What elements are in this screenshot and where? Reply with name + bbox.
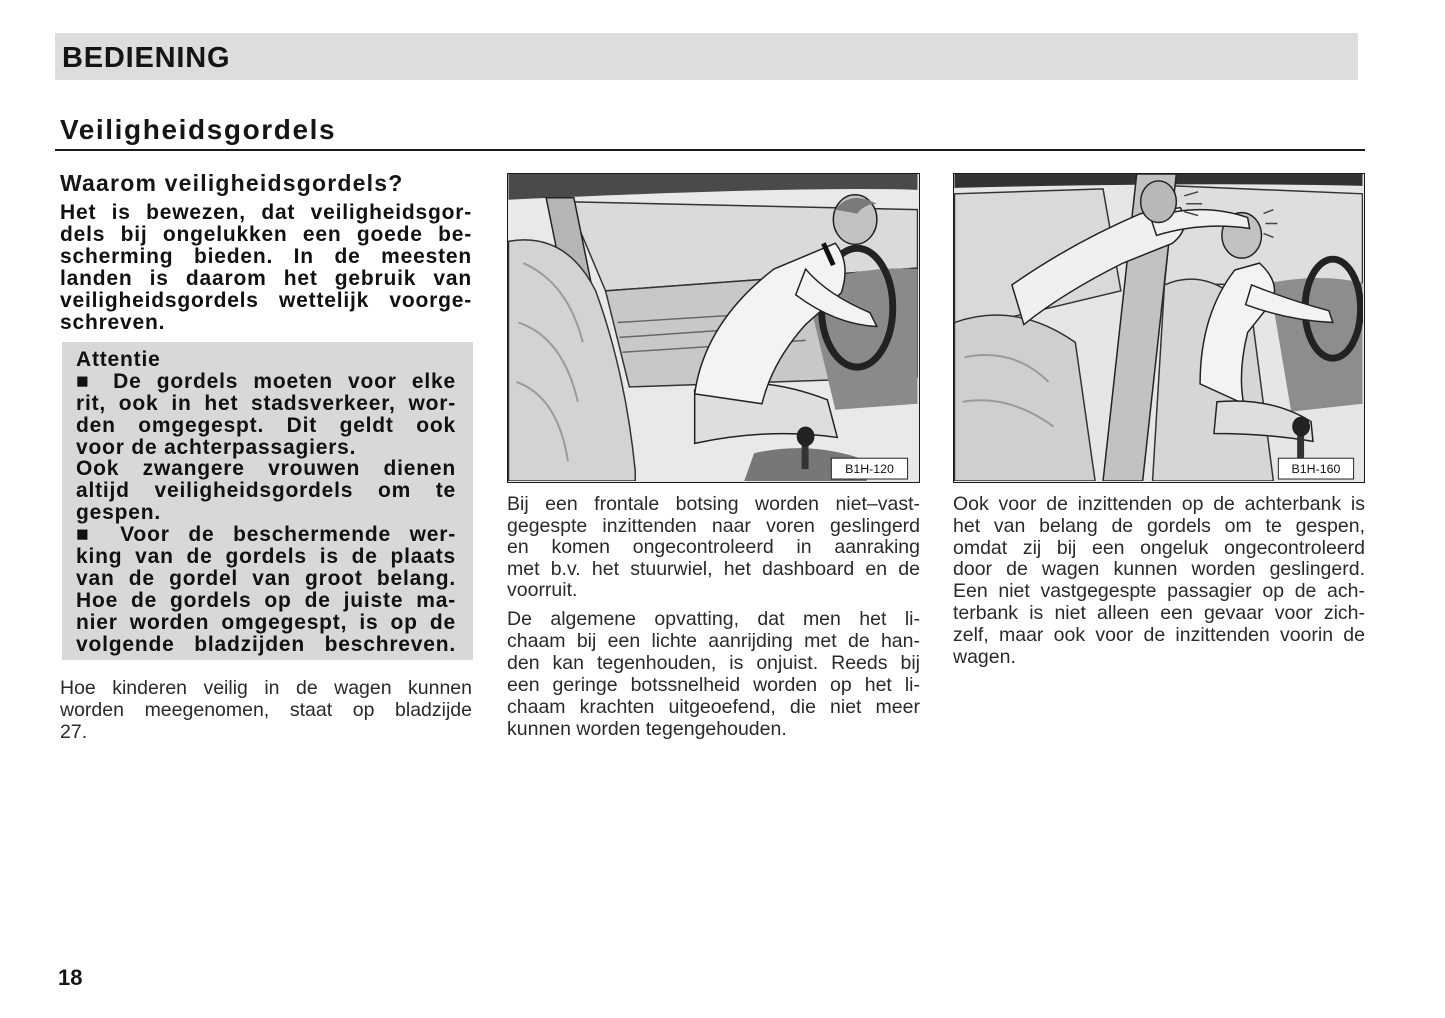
children-paragraph	[60, 677, 472, 743]
rear-passenger-illustration	[954, 174, 1363, 481]
section-header-bar	[55, 33, 1358, 80]
attention-line: altijd veiligheidsgordels om te	[76, 479, 456, 503]
children-line: Hoe kinderen veilig in de wagen kunnen	[60, 677, 472, 699]
figure-rear-passenger	[953, 173, 1365, 483]
children-line: worden meegenomen, staat op bladzijde	[60, 699, 472, 721]
paragraph-line: chaam bij een lichte aanrijding met de han-	[507, 630, 920, 652]
caption-line: en komen ongecontroleerd in aanraking	[507, 536, 920, 559]
intro-line: Het is bewezen, dat veiligheidsgor-	[60, 201, 472, 224]
figure-frontal-collision	[507, 173, 920, 483]
figure-label: B1H-160	[1291, 462, 1341, 477]
caption-line: Bij een frontale botsing worden niet–vast-	[507, 493, 920, 515]
intro-line: veiligheidsgordels wettelijk voorge-	[60, 289, 472, 312]
paragraph-line: kunnen worden tegengehouden.	[507, 718, 787, 740]
title-rule	[55, 149, 1365, 151]
caption-line: gegespte inzittenden naar voren geslingerd	[507, 514, 920, 537]
attention-line: rit, ook in het stadsverkeer, wor-	[76, 391, 456, 415]
attention-heading: Attentie	[76, 348, 161, 371]
attention-line: ■ Voor de beschermende wer-	[76, 523, 456, 547]
paragraph-line: terbank is niet alleen een gevaar voor zich-	[953, 601, 1365, 624]
attention-line: volgende bladzijden beschreven.	[76, 632, 456, 656]
caption-line: met b.v. het stuurwiel, het dashboard en de	[507, 557, 920, 580]
paragraph-line: door de wagen kunnen worden geslingerd.	[953, 558, 1365, 581]
attention-line: Hoe de gordels op de juiste ma-	[76, 588, 456, 612]
subheading: Waarom veiligheidsgordels?	[60, 170, 404, 196]
attention-line: Ook zwangere vrouwen dienen	[76, 457, 456, 481]
intro-line: landen is daarom het gebruik van	[60, 267, 472, 290]
paragraph-line: den kan tegenhouden, is onjuist. Reeds bij	[507, 652, 920, 674]
paragraph-line: het van belang de gordels om te gespen,	[953, 514, 1365, 537]
paragraph-line: Ook voor de inzittenden op de achterbank is	[953, 493, 1365, 515]
frontal-collision-illustration	[508, 174, 918, 481]
figure-label: B1H-120	[845, 462, 894, 477]
caption-line: voorruit.	[507, 579, 578, 602]
intro-paragraph	[60, 202, 472, 334]
section-header-title: BEDIENING	[62, 42, 231, 74]
paragraph-line: zelf, maar ook voor de inzittenden voorin de	[953, 623, 1365, 646]
rear-passenger-paragraph	[953, 494, 1365, 668]
paragraph-line: wagen.	[953, 645, 1016, 668]
attention-line: van de gordel van groot belang.	[76, 566, 456, 590]
intro-line: dels bij ongelukken een goede be-	[60, 223, 472, 246]
attention-line: voor de achterpassagiers.	[76, 435, 357, 459]
paragraph-line: chaam krachten uitgeoefend, die niet meer	[507, 696, 920, 718]
attention-line: den omgegespt. Dit geldt ook	[76, 413, 456, 437]
paragraph-line: Een niet vastgegespte passagier op de ach-	[953, 580, 1365, 603]
page-title: Veiligheidsgordels	[60, 114, 337, 145]
attention-line: nier worden omgegespt, is op de	[76, 610, 456, 634]
paragraph-line: De algemene opvatting, dat men het li-	[507, 608, 920, 630]
attention-line: ■ De gordels moeten voor elke	[76, 369, 456, 393]
attention-line: king van de gordels is de plaats	[76, 545, 456, 569]
paragraph-line: omdat zij bij een ongeluk ongecontroleerd	[953, 536, 1365, 559]
misconception-paragraph	[507, 608, 920, 740]
attention-box	[62, 342, 473, 660]
attention-line: gespen.	[76, 501, 161, 525]
intro-line: schreven.	[60, 311, 166, 334]
children-line: 27.	[60, 721, 88, 743]
figure-caption	[507, 494, 920, 602]
intro-line: scherming bieden. In de meesten	[60, 245, 472, 268]
page-number: 18	[58, 965, 83, 990]
paragraph-line: een geringe botssnelheid worden op het li-	[507, 674, 920, 696]
